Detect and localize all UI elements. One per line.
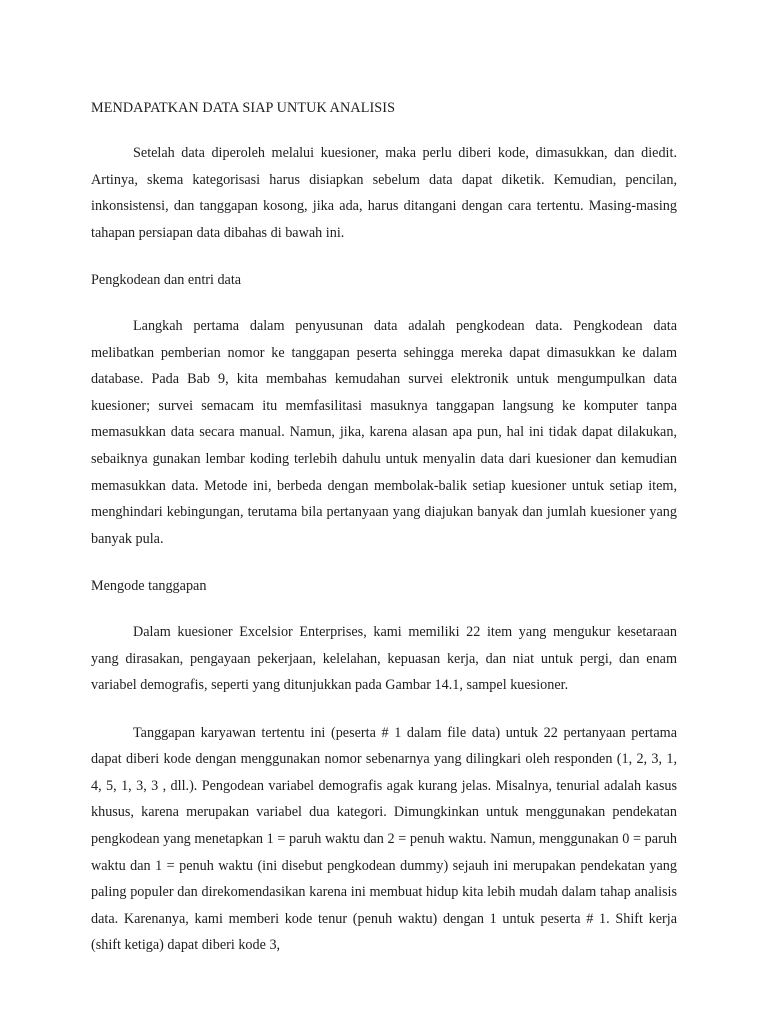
spacer (91, 600, 677, 619)
spacer (91, 294, 677, 313)
section-heading-coding-entry: Pengkodean dan entri data (91, 272, 242, 289)
intro-paragraph: Setelah data diperoleh melalui kuesioner, maka perlu diberi kode, dimasukkan, dan diedit. Artinya, skema kategorisasi harus disiapkan sebelum data dapat diketik. Kemudian, pencilan, inkonsistensi, dan tanggapan kosong, jika ada, harus ditangani dengan cara tertentu. Masing-masing tahapan persiapan data dibahas di bawah ini. (91, 145, 677, 241)
spacer (91, 121, 677, 140)
spacer (91, 699, 677, 720)
coding-entry-paragraph: Langkah pertama dalam penyusunan data adalah pengkodean data. Pengkodean data melibatkan pemberian nomor ke tanggapan peserta sehingga mereka dapat dimasukkan ke dalam database. Pada Bab 9, kita membahas kemudahan survei elektronik untuk mengumpulkan data kuesioner; survei semacam itu memfasilitasi masuknya tanggapan langsung ke komputer tanpa memasukkan data secara manual. Namun, jika, karena alasan apa pun, hal ini tidak dapat dilakukan, sebaiknya gunakan lembar koding terlebih dahulu untuk menyalin data dari kuesioner dan kemudian memasukkan data. Metode ini, berbeda dengan membolak-balik setiap kuesioner untuk setiap item, menghindari kebingungan, terutama bila pertanyaan yang diajukan banyak dan jumlah kuesioner yang banyak pula. (91, 317, 677, 547)
coding-responses-paragraph-2: Tanggapan karyawan tertentu ini (peserta # 1 dalam file data) untuk 22 pertanyaan pertama dapat diberi kode dengan menggunakan nomor sebenarnya yang dilingkari oleh responden (1, 2, 3, 1, 4, 5, 1, 3, 3 , dll.). Pengodean variabel demografis agak kurang jelas. Misalnya, tenurial adalah kasus khusus, karena merupakan variabel dua kategori. Dimungkinkan untuk menggunakan pendekatan pengkodean yang menetapkan 1 = paruh waktu dan 2 = penuh waktu. Namun, menggunakan 0 = paruh waktu dan 1 = penuh waktu (ini disebut pengkodean dummy) sejauh ini merupakan pendekatan yang paling populer dan direkomendasikan karena ini membuat hidup kita lebih mudah dalam tahap analisis data. Karenanya, kami memberi kode tenur (penuh waktu) dengan 1 untuk peserta # 1. Shift kerja (shift ketiga) dapat diberi kode 3, (91, 724, 677, 954)
document-title: MENDAPATKAN DATA SIAP UNTUK ANALISIS (91, 100, 396, 116)
coding-responses-paragraph-1: Dalam kuesioner Excelsior Enterprises, kami memiliki 22 item yang mengukur kesetaraan yang dirasakan, pengayaan pekerjaan, kelelahan, kepuasan kerja, dan niat untuk pergi, dan enam variabel demografis, seperti yang ditunjukkan pada Gambar 14.1, sampel kuesioner. (91, 623, 677, 694)
section-heading-coding-responses: Mengode tanggapan (91, 578, 207, 595)
spacer (91, 552, 677, 573)
document-page (91, 95, 677, 959)
spacer (91, 246, 677, 267)
